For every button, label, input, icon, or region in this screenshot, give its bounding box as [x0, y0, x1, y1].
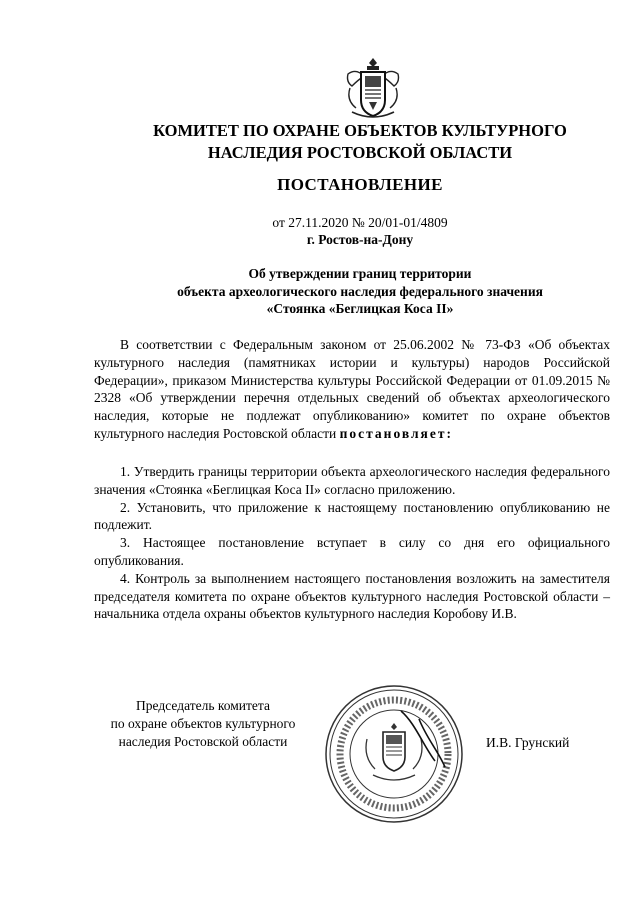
official-seal	[323, 683, 465, 825]
city: г. Ростов-на-Дону	[306, 232, 414, 247]
items-list	[94, 463, 610, 623]
subject-heading	[95, 265, 625, 318]
list-item: 1. Утвердить границы территории объекта археологического наследия федерального значения «Стоянка «Беглицкая Коса II» согласно приложению.	[94, 464, 610, 497]
position-line-3: наследия Ростовской области	[118, 734, 288, 749]
signatory-name: И.В. Грунский	[486, 735, 570, 750]
subject-line-2: объекта археологического наследия федерального значения	[177, 283, 543, 299]
position-line-2: по охране объектов культурного	[110, 716, 296, 731]
org-line-2: НАСЛЕДИЯ РОСТОВСКОЙ ОБЛАСТИ	[207, 143, 513, 162]
list-item: 4. Контроль за выполнением настоящего постановления возложить на заместителя председателя комитета по охране объектов культурного наследия Ростовской области – начальника отдела охраны объектов культурного наследия Коробову И.В.	[94, 570, 610, 622]
coat-of-arms-emblem	[342, 56, 404, 122]
subject-line-3: «Стоянка «Беглицкая Коса II»	[266, 301, 454, 316]
subject-line-1: Об утверждении границ территории	[248, 266, 472, 281]
signatory-position	[96, 697, 310, 751]
resolves-word: постановляет:	[339, 425, 453, 441]
org-line-1: КОМИТЕТ ПО ОХРАНЕ ОБЪЕКТОВ КУЛЬТУРНОГО	[153, 121, 567, 140]
position-line-1: Председатель комитета	[136, 698, 270, 713]
list-item: 2. Установить, что приложение к настоящему постановлению опубликованию не подлежит.	[94, 499, 610, 533]
organization-title	[90, 120, 630, 164]
preamble-text: В соответствии с Федеральным законом от 25.06.2002 № 73-ФЗ «Об объектах культурного наследия (памятниках истории и культуры) народов Российской Федерации», приказом Министерства культуры Российской Федерации от 01.09.2015 № 2328 «Об утверждении перечня отдельных сведений об объектах археологического наследия, которые не подлежат опубликованию» комитет по охране объектов культурного наследия Ростовской области	[94, 337, 610, 441]
list-item: 3. Настоящее постановление вступает в силу со дня его официального опубликования.	[94, 535, 610, 568]
document-type: ПОСТАНОВЛЕНИЕ	[277, 175, 443, 194]
preamble-paragraph	[94, 336, 610, 443]
date-number: от 27.11.2020 № 20/01-01/4809	[272, 215, 448, 230]
